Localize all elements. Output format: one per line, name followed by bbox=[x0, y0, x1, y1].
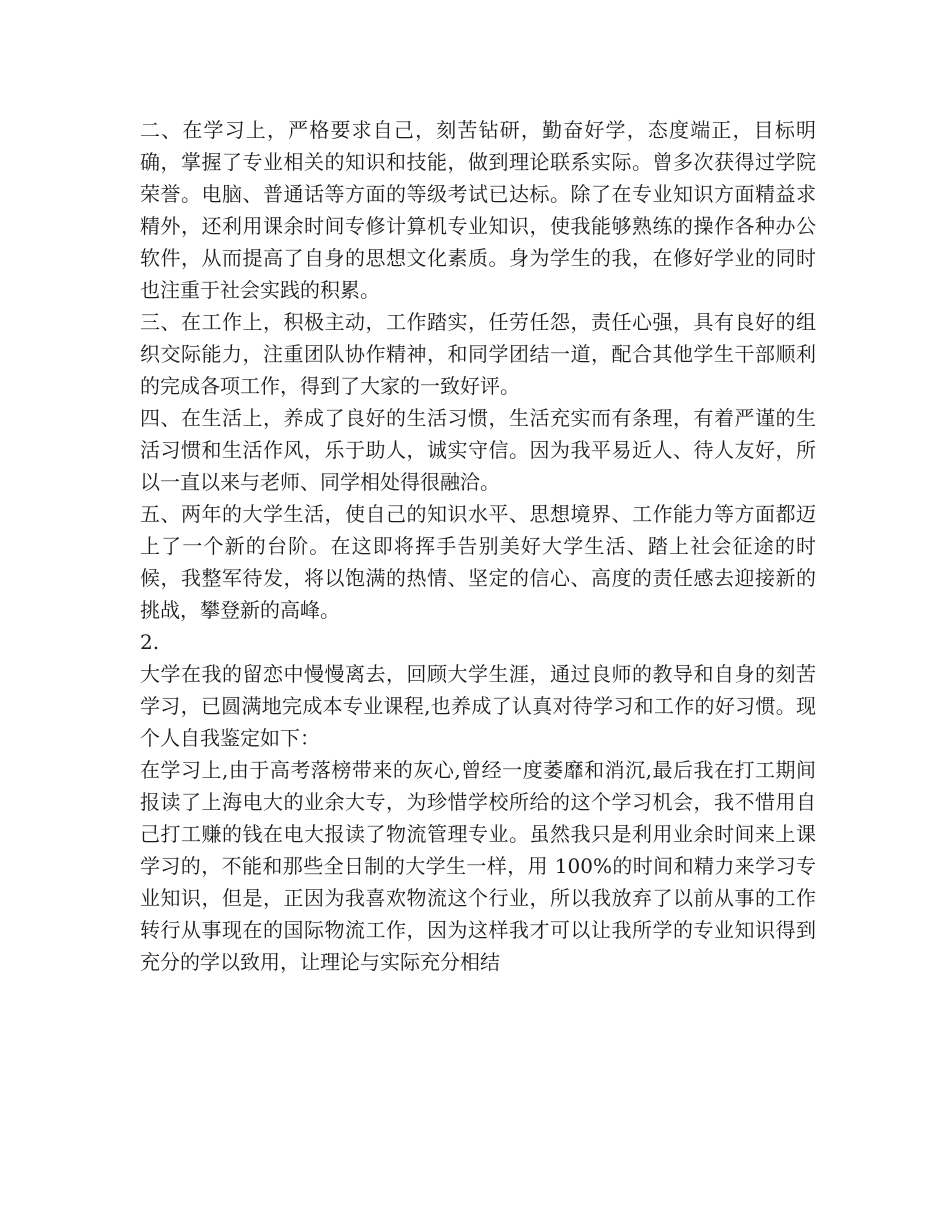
paragraph-summary: 五、两年的大学生活，使自己的知识水平、思想境界、工作能力等方面都迈上了一个新的台阶。在这即将挥手告别美好大学生活、踏上社会征途的时候，我整军待发，将以饱满的热情、坚定的信心、高度的责任感去迎接新的挑战，攀登新的高峰。 bbox=[140, 502, 816, 622]
paragraph-study: 二、在学习上，严格要求自己，刻苦钻研，勤奋好学，态度端正，目标明确，掌握了专业相关的知识和技能，做到理论联系实际。曾多次获得过学院荣誉。电脑、普通话等方面的等级考试已达标。除了在专业知识方面精益求精外，还利用课余时间专修计算机专业知识，使我能够熟练的操作各种办公软件，从而提高了自身的思想文化素质。身为学生的我，在修好学业的同时也注重于社会实践的积累。 bbox=[140, 118, 816, 302]
paragraph-intro: 大学在我的留恋中慢慢离去，回顾大学生涯，通过良师的教导和自身的刻苦学习，已圆满地完成本专业课程,也养成了认真对待学习和工作的好习惯。现个人自我鉴定如下： bbox=[140, 662, 816, 750]
document-body bbox=[140, 114, 816, 978]
paragraph-life: 四、在生活上，养成了良好的生活习惯，生活充实而有条理，有着严谨的生活习惯和生活作风，乐于助人，诚实守信。因为我平易近人、待人友好，所以一直以来与老师、同学相处得很融洽。 bbox=[140, 406, 816, 494]
paragraph-study-2: 在学习上,由于高考落榜带来的灰心,曾经一度萎靡和消沉,最后我在打工期间报读了上海电大的业余大专，为珍惜学校所给的这个学习机会，我不惜用自己打工赚的钱在电大报读了物流管理专业。虽然我只是利用业余时间来上课学习的，不能和那些全日制的大学生一样，用 100%的时间和精力来学习专业知识，但是，正因为我喜欢物流这个行业，所以我放弃了以前从事的工作转行从事现在的国际物流工作，因为这样我才可以让我所学的专业知识得到充分的学以致用，让理论与实际充分相结 bbox=[140, 758, 816, 974]
paragraph-work: 三、在工作上，积极主动，工作踏实，任劳任怨，责任心强，具有良好的组织交际能力，注重团队协作精神，和同学团结一道，配合其他学生干部顺利的完成各项工作，得到了大家的一致好评。 bbox=[140, 310, 816, 398]
section-number: 2. bbox=[140, 630, 160, 654]
